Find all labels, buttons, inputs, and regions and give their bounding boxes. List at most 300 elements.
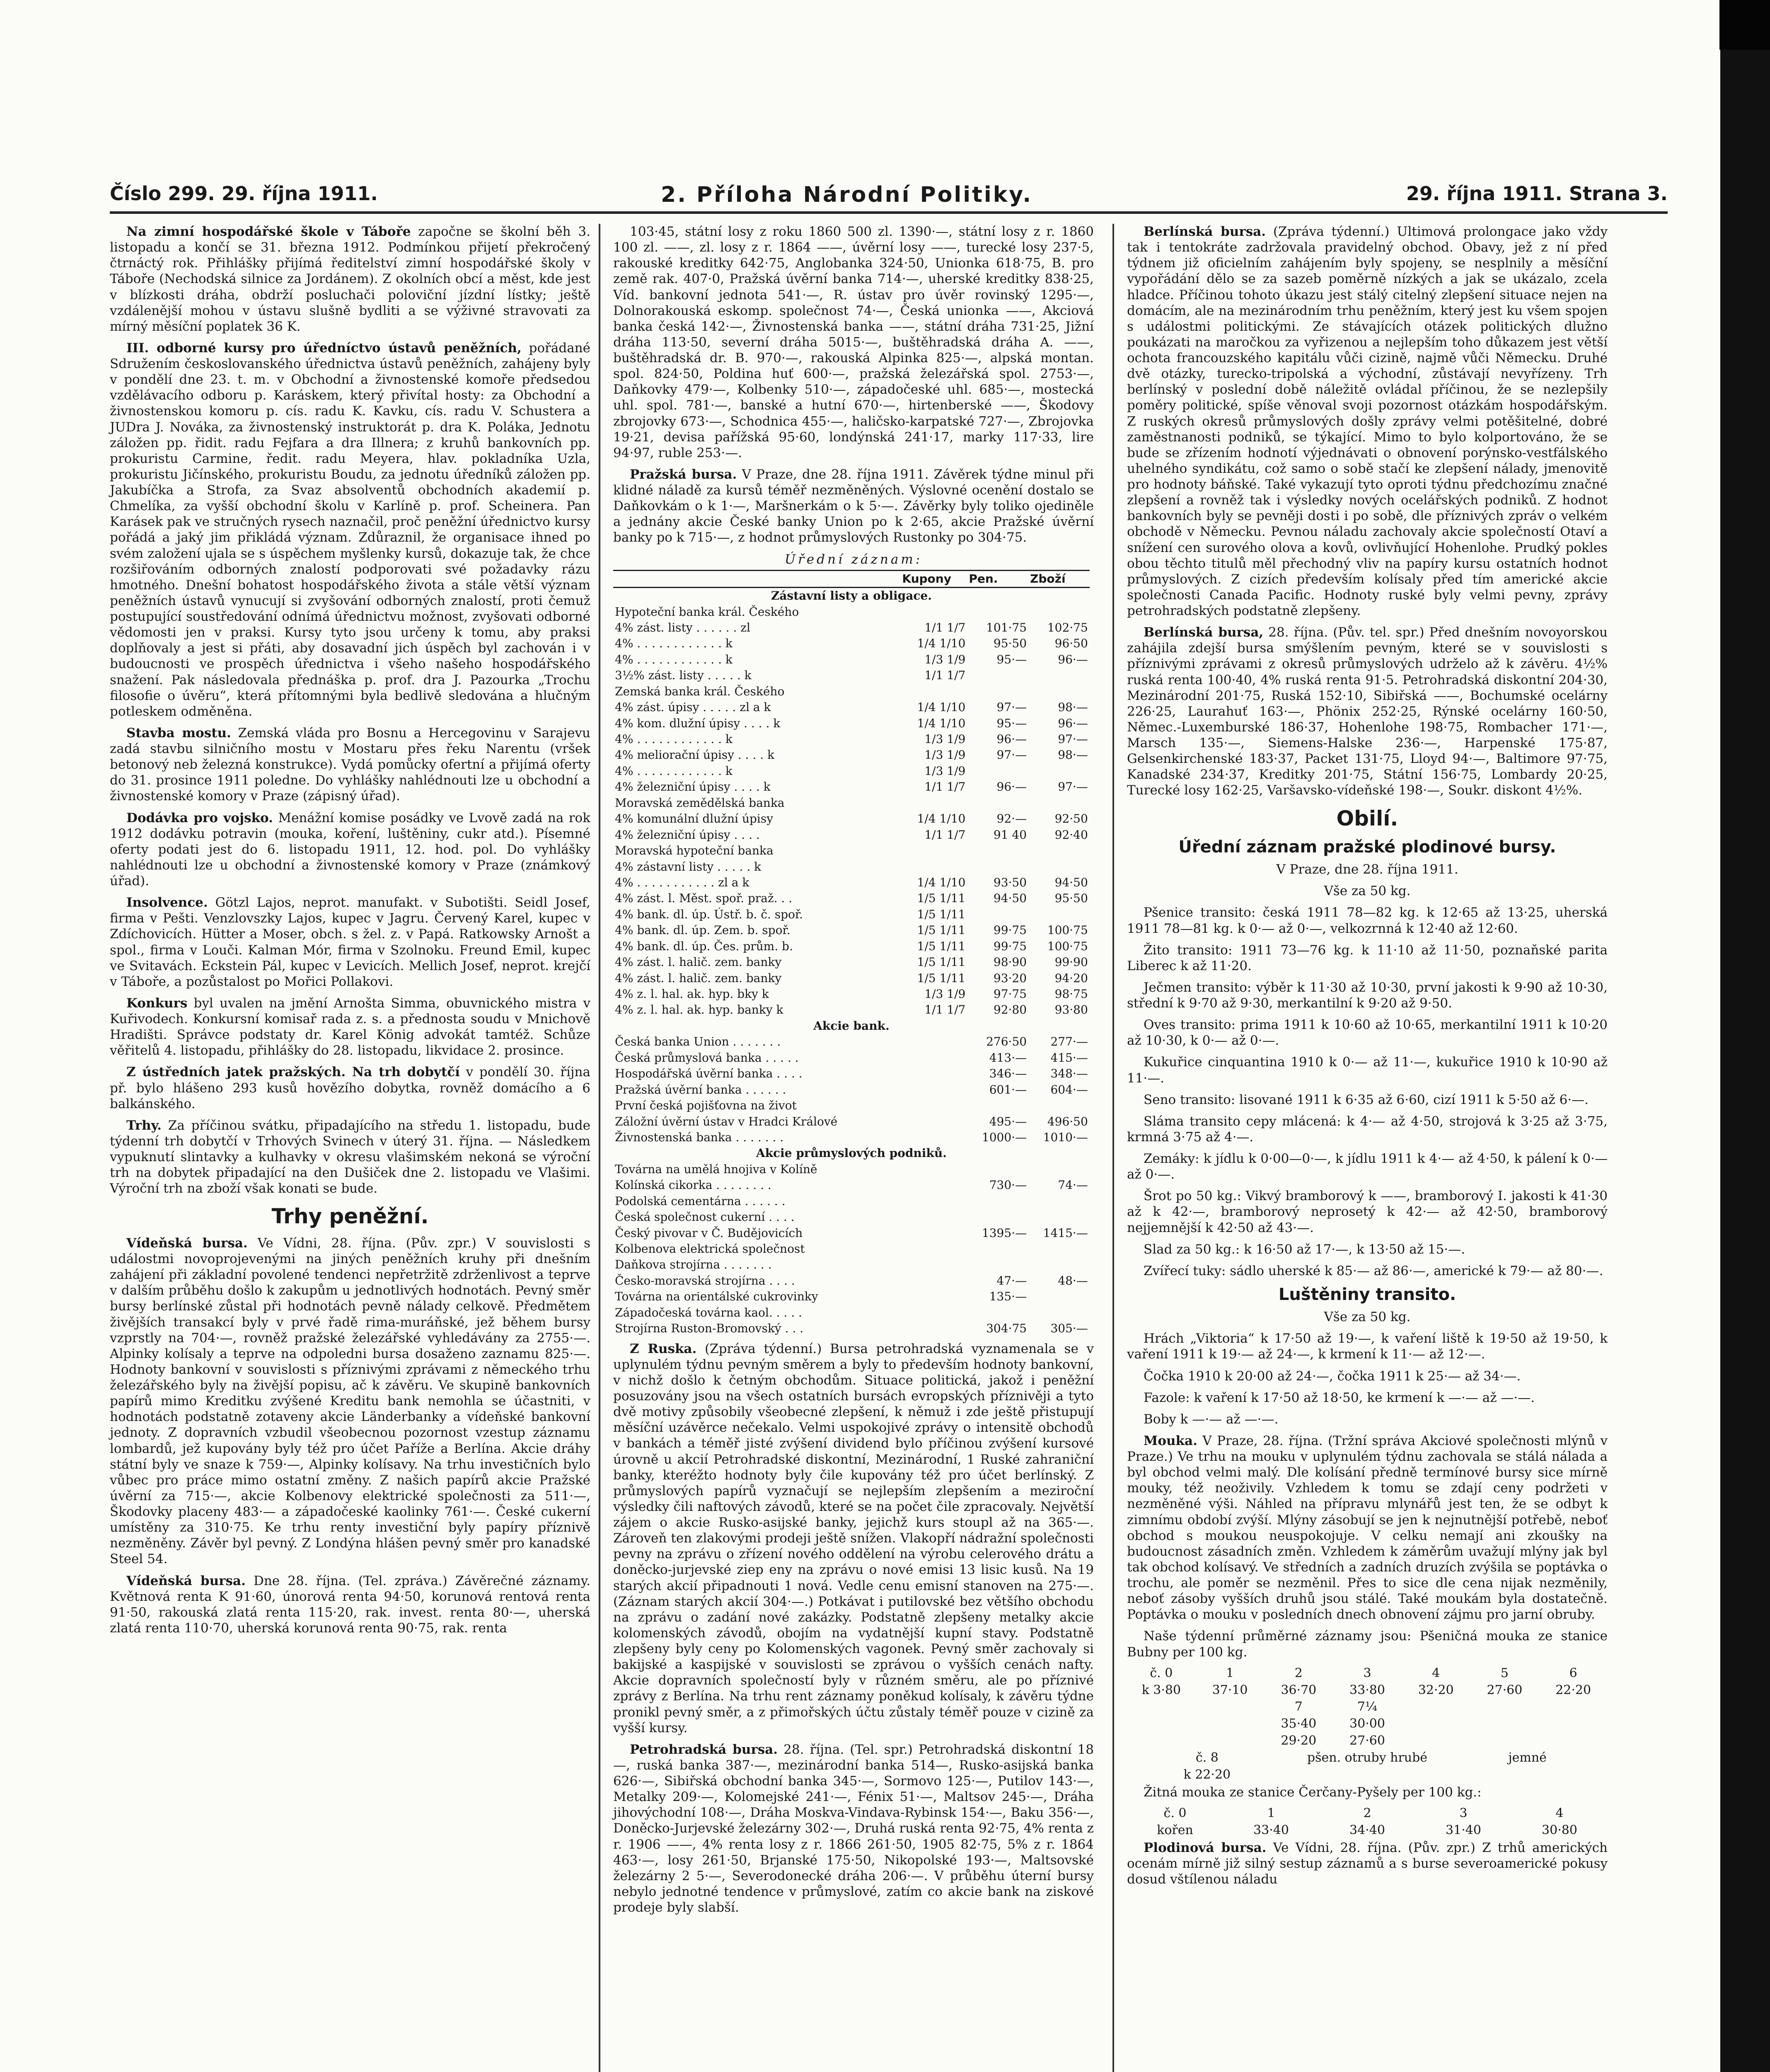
row-coupons — [900, 843, 967, 859]
price-grid-cell — [1287, 1767, 1448, 1783]
row-goods — [1028, 1241, 1090, 1257]
row-money: 47·— — [996, 1273, 1027, 1288]
row-money — [967, 1162, 1028, 1177]
grain-barley: Ječmen transito: výběr k 11·30 až 10·30, první jakosti k 9·90 až 10·30, střední k 9·70 až 9·30, merkantilní k 9·20 až 9·50. — [1127, 980, 1608, 1011]
article-vienna-bourse: Vídeňská bursa. Ve Vídni, 28. října. (Pův. zpr.) V souvislosti s událostmi novoprojevenými na jiných peněžních kruhy při dnešním zahájení při základní povolené tendenci nepřetržitě zdrženlivost a teprve v dalším průběhu došlo k zakupům u jednotlivých hodnotách. Pevný směr bursy berlínské zůstal při hodnotách pevně nálady celkově. Předmětem živějších transakcí byly v prvé řadě rima-muráňské, jež během bursy vzprstly na 704·—, rovněž pražské železářské vyhledávány za 2755·—. Alpinky kolísaly a teprve na odpoledni bursa dosaženo zaznamu 825·—. Hodnoty bankovní v souvislosti s příznivými zprávami z německého trhu železářského byly na živější popisu, ač k závěru. Ve skupině bankovních papírů mimo Kreditku zvýšené Kreditu bank nemohla se účastniti, v hodnotách podstatně zotaveny akcie Länderbanky a vídeňské bankovní jednoty. Z dopravních vzbudil všeobecnou pozornost vzestup záznamu lombardů, jež kupovány byly též pro účet Paříže a Berlína. Akcie dráhy státní byly ve snaze k 759·—, Alpinky kolísavy. Na trhu investičních bylo vůbec pro práce mimo ostatní změny. Z našich papírů akcie Pražské úvěrní za 715·—, akcie Kolbenovy elektrické společnosti za 511·—, Škodovky placeny 483·— a západočeské kaolinky 761·—. České cukerní umístěny za 310·75. Ke trhu renty investiční byly papíry příznivě nezměněny. Závěr byl pevný. Z Londýna hlášen pevný směr pro kanadské Steel 54. — [110, 1235, 590, 1567]
row-money: 98·90 — [993, 955, 1027, 969]
row-coupons — [900, 1066, 967, 1082]
row-label: Zemská banka král. Českého — [615, 684, 785, 698]
table-row — [613, 1321, 1094, 1336]
row-goods: 604·— — [1050, 1082, 1088, 1097]
row-goods: 1415·— — [1043, 1226, 1088, 1240]
bran-price-grid — [1127, 1750, 1608, 1783]
official-quotation-title: Úřední záznam: — [784, 552, 923, 567]
price-grid-cell: 30·00 — [1349, 1716, 1385, 1731]
row-coupons — [900, 1114, 967, 1130]
table-row — [613, 1162, 1094, 1177]
row-label: Kolínská cikorka . . . . . . . . — [615, 1178, 771, 1192]
price-grid-cell: 33·80 — [1349, 1682, 1385, 1697]
row-label: 4% zást. úpisy . . . . . zl a k — [615, 700, 771, 714]
price-grid-row — [1127, 1699, 1608, 1715]
row-money — [967, 763, 1028, 779]
price-grid-cell — [1539, 1699, 1608, 1715]
row-money — [967, 1257, 1028, 1273]
row-label: Továrna na umělá hnojiva v Kolíně — [615, 1162, 817, 1176]
price-grid-cell — [1402, 1716, 1470, 1732]
price-grid-cell: 6 — [1569, 1665, 1577, 1680]
row-extra — [1090, 1289, 1094, 1305]
row-money: 601·— — [989, 1082, 1027, 1097]
article-vienna-rates: 103·45, státní losy z roku 1860 500 zl. 1390·—, státní losy z r. 1860 100 zl. ——, zl. losy z r. 1864 ——, úvěrní losy ——, turecké losy 237·5, rakouské kreditky 642·75, Anglobanka 324·50, Unionka 618·75, B. pro země rak. 407·0, Pražská úvěrní banka 714·—, uherské kreditky 838·25, Víd. bankovní jednota 541·—, R. ústav pro úvěr rovinský 1295·—, Dolnorakouská eskomp. společnost 74·—, Česká unionka ——, Akciová banka česká 142·—, Živnostenská banka ——, státní dráha 731·25, Jižní dráha 113·50, severní dráha 5015·—, buštěhradská dráha A. ——, buštěhradská dr. B. 970·—, rakouská Alpinka 825·—, alpská montan. spol. 824·50, Poldina huť 600·—, pražská železářská spol. 2753·—, Daňkovky 479·—, Kolbenky 510·—, západočeské uhl. 685·—, mostecká uhl. spol. 781·—, banské a hutní 670·—, hirtenberské ——, Škodovy zbrojovky 673·—, Schodnica 455·—, haličsko-karpatské 727·—, Zbrojovka 19·21, devisa pařížská 95·60, londýnská 241·17, marky 117·33, lire 94·97, ruble 253·—. — [613, 224, 1094, 460]
issue-number-date: Číslo 299. 29. října 1911. — [110, 182, 378, 205]
table-row — [613, 795, 1094, 811]
price-grid-cell — [1447, 1767, 1608, 1783]
section-heading-cell: Akcie průmyslových podniků. — [756, 1146, 947, 1160]
price-grid-cell: 31·40 — [1446, 1823, 1481, 1837]
price-grid-cell: č. 0 — [1150, 1665, 1173, 1680]
article-prague-bourse: Pražská bursa. V Praze, dne 28. října 1911. Závěrek týdne minul při klidné náladě za kursů téměř nezměněných. Výslovné ocenění dostalo se Daňkovkám o k 1·—, Maršnerkám o k 5·—. Závěrky byly toliko ojediněle a jednány akcie České banky Union po k 2·65, akcie Pražské úvěrní banky po k 715·—, z hodnot průmyslových Rustonky po 304·75. — [613, 467, 1094, 545]
price-grid-cell: 32·20 — [1418, 1682, 1454, 1697]
table-row — [613, 843, 1094, 859]
article-produce-bourse: Plodinová bursa. Ve Vídni, 28. října. (Pův. zpr.) Z trhů amerických ocenám mírně již silný sestup záznamů a s burse severoamerické pokusy dosud vštílenou náladu — [1127, 1840, 1608, 1887]
row-goods — [1028, 763, 1090, 779]
row-money — [967, 1193, 1028, 1209]
price-grid-row — [1127, 1806, 1608, 1821]
table-row — [613, 954, 1094, 970]
row-coupons — [900, 604, 967, 620]
price-grid-cell: 7¼ — [1357, 1699, 1378, 1714]
price-grid-cell: 3 — [1363, 1665, 1371, 1680]
table-row — [613, 939, 1094, 954]
quotation-table — [613, 570, 1094, 1337]
row-coupons — [900, 1305, 967, 1321]
row-money: 97·— — [996, 700, 1027, 714]
row-money: 95·— — [996, 716, 1027, 730]
row-label: 4% . . . . . . . . . . . zl a k — [615, 875, 750, 889]
row-money — [967, 1305, 1028, 1321]
grain-corn: Kukuřice cinquantina 1910 k 0·— až 11·—, kukuřice 1910 k 10·90 až 11·—. — [1127, 1055, 1608, 1086]
row-label: Strojírna Ruston-Bromovský . . . — [615, 1322, 804, 1336]
row-money: 97·75 — [993, 987, 1027, 1001]
row-coupons — [900, 1082, 967, 1098]
legumes-beans: Fazole: k vaření k 17·50 až 18·50, ke krmení k —·— až —·—. — [1144, 1390, 1535, 1405]
row-goods: 94·20 — [1054, 971, 1088, 985]
grain-groats: Šrot po 50 kg.: Vikvý bramborový k ——, bramborový I. jakosti k 41·30 až k 42·—, bramborový neprosetý k 42·— až 42·50, bramborový nejjemnější k 42·50 až 43·—. — [1127, 1188, 1608, 1235]
price-grid-cell: kořen — [1157, 1823, 1193, 1837]
row-coupons — [900, 1130, 967, 1145]
grain-malt: Slad za 50 kg.: k 16·50 až 17·—, k 13·50 až 15·—. — [1144, 1242, 1465, 1257]
legumes-unit: Vše za 50 kg. — [1324, 1310, 1411, 1325]
row-coupons: 1/1 1/7 — [924, 620, 966, 634]
price-grid-cell — [1127, 1699, 1196, 1715]
row-money: 413·— — [989, 1051, 1027, 1065]
price-grid-cell — [1196, 1699, 1265, 1715]
row-label: 4% z. l. hal. ak. hyp. bky k — [615, 987, 769, 1001]
row-money: 96·— — [996, 780, 1027, 794]
row-coupons — [900, 1098, 967, 1113]
row-goods — [1028, 1209, 1090, 1225]
table-section-heading — [613, 588, 1094, 604]
row-coupons — [900, 684, 967, 700]
row-goods — [1028, 604, 1090, 620]
price-grid-cell — [1196, 1733, 1265, 1749]
row-money: 95·50 — [993, 637, 1027, 651]
row-money: 276·50 — [986, 1035, 1027, 1049]
row-money — [967, 668, 1028, 683]
price-grid-row — [1127, 1666, 1608, 1681]
row-coupons — [900, 1162, 967, 1177]
row-money — [967, 795, 1028, 811]
row-coupons: 1/4 1/10 — [917, 637, 966, 651]
row-label: 4% . . . . . . . . . . . . k — [615, 732, 733, 746]
article-russia: Z Ruska. (Zpráva týdenní.) Bursa petrohradská vyznamenala se v uplynulém týdnu pevným směrem a byly to především hodnoty bankovní, v nichž došlo k četným obchodům. Situace politická, jakož i peněžní posuzovány jsou na všech ostatních bursách evropských příznivěji a tyto dvě motivy způsobily všeobecné zlepšení, k němuž i zde ještě přistupují měsíční uzávěrce nečekalo. Velmi uspokojivé zprávy o intensitě obchodů v bankách a téměř jisté zvýšení dividend bylo příčinou zvýšení kursové úrovně u akcií Petrohradské diskontní, Mezinárodní, 1 Ruské zahraniční banky, kteréžto hodnoty byly čile kupovány též pro účet berlínský. Z průmyslových papírů vyznačují se nejlepším zlepšením a meziroční výsledky čili naftových závodů, které se na počet čile zpracovaly. Největší zájem o akcie Rusko-asijské banky, jejichž kurs stoupl až na 365·—. Zároveň ten zlakovými prodeji ještě snížen. Vlakopří nádražní společnosti pevny na zprávu o zřízení nového oddělení na výrobu celerového drátu a doněcko-jurjevské ziep eny na zprávu o nové emisi 13 lisic kusů. Na 19 starých akcií připadnouti 1 nová. Vedle cenu emisní stanoven na 275·—. (Záznam starých akcií 304·—.) Potkávat i putilovské bez většího obchodu na zprávu o zadání nové zakázky. Podstatně zlepšeny metalky akcie kolomenských závodů, obojím na vydatnější kupní stavy. Podstatně zlepšeny byly ceny po Kolomenských vagonek. Pevný směr zachovaly si bakijské a kaspijské v souvislosti se zprávou o vyšších cenách nafty. Akcie dopravních společností byly v různém směru, ale po příznivé zprávy z Berlína. Na trhu rent záznamy poněkud kolísaly, k závěru týdne pronikl pevný směr, a z přimořských účtu zůstaly téměř pouze v cizině za vyšší kursy. — [613, 1341, 1094, 1736]
price-grid-cell: 29·20 — [1281, 1733, 1317, 1748]
table-row — [613, 1082, 1094, 1098]
price-grid-cell: 5 — [1500, 1665, 1509, 1680]
row-goods: 98·— — [1058, 700, 1088, 714]
row-goods: 96·— — [1058, 652, 1088, 666]
row-label: 4% zást. l. Měst. spoř. praž. . . — [615, 891, 793, 905]
supplement-title: 2. Příloha Národní Politiky. — [661, 182, 1033, 207]
grain-oats: Oves transito: prima 1911 k 10·60 až 10·65, merkantilní 1911 k 10·20 až 10·30, k 0·— až 0·—. — [1127, 1017, 1608, 1048]
article-konkurs: Konkurs byl uvalen na jmění Arnošta Simma, obuvnického mistra v Kuřivodech. Konkursní komisař rada z. s. a přednosta soudu v Mnichově Hradišti. Správce podstaty dr. Karel König advokát tamtéž. Schůze věřitelů 4. listopadu, přihlášky do 28. listopadu, likvidace 2. prosince. — [110, 995, 590, 1058]
row-goods — [1028, 1193, 1090, 1209]
row-label: 4% . . . . . . . . . . . . k — [615, 652, 733, 666]
table-head-goods: Zboží — [1028, 570, 1090, 587]
price-grid-cell — [1470, 1699, 1539, 1715]
row-money — [967, 859, 1028, 875]
row-label: Kolbenova elektrická společnost — [615, 1242, 805, 1256]
row-coupons: 1/4 1/10 — [917, 700, 966, 714]
table-row — [613, 1034, 1094, 1050]
row-label: 4% bank. dl. úp. Ústř. b. č. spoř. — [615, 907, 803, 921]
row-goods — [1028, 907, 1090, 922]
price-grid-cell: pšen. otruby hrubé — [1307, 1750, 1428, 1765]
article-winter-school: Na zimní hospodářské škole v Táboře započne se školní běh 3. listopadu a končí se 31. března 1912. Podmínkou přijetí překročený čtrnáctý rok. Přihlášky přijímá ředitelství zimní hospodářské školy v Táboře (Nechodská silnice za Jordánem). Z okolních obcí a měst, kde jest v blízkosti dráha, obdrží posluchači poloviční jízdní lístky; ještě vzdálenější mohou v ústavu slušně bydliti a se výživné stravovati za mírný měsíční poplatek 36 K. — [110, 224, 590, 334]
page-edge-dark — [1720, 0, 1770, 2072]
price-grid-cell: č. 8 — [1195, 1750, 1219, 1765]
row-coupons: 1/1 1/7 — [924, 780, 966, 794]
table-body — [613, 588, 1094, 1337]
row-coupons — [900, 1257, 967, 1273]
row-coupons — [900, 859, 967, 875]
row-goods: 496·50 — [1047, 1114, 1088, 1128]
price-grid-cell: č. 0 — [1163, 1806, 1187, 1820]
row-goods: 97·— — [1058, 780, 1088, 794]
row-money — [967, 1241, 1028, 1257]
row-money: 730·— — [989, 1178, 1027, 1192]
header-rule — [110, 211, 1668, 214]
price-grid-row — [1127, 1683, 1608, 1698]
row-coupons: 1/3 1/9 — [924, 748, 966, 762]
row-label: Moravská zemědělská banka — [615, 796, 785, 810]
article-petersburg-bourse: Petrohradská bursa. 28. října. (Tel. spr.) Petrohradská diskontní 18—, ruská banka 387·—, mezinárodní banka 514—, Rusko-asijská banka 626·—, Sibiřská obchodní banka 345·—, Sormovo 125·—, Putilov 143·—, Metalky 209·—, Kolomejské 241·—, Fénix 51·—, Maltsov 245·—, Dráha jihovýchodní 108·—, Dráha Moskva-Vindava-Rybinsk 154·—, Baku 356·—, Doněcko-Jurjevské železárny 302·—, Druhá ruská renta 92·75, 4% renta z r. 1906 ——, 4% renta losy z r. 1866 261·50, 1905 82·75, 5% z r. 1864 463·—, losy 261·50, Brjanské 175·50, Nikopolské 193·—, Maltsovské železárny 2 5·—, Severodonecké dráha 206·—. V průběhu úterní bursy nebylo jednotné tendence v průmyslové, zatím co akcie bank na ziskové prodeje byly slabší. — [613, 1742, 1094, 1915]
row-coupons: 1/1 1/7 — [924, 828, 966, 842]
table-row — [613, 716, 1094, 731]
legumes-title: Luštěniny transito. — [1278, 1285, 1456, 1304]
article-markets: Trhy. Za příčinou svátku, připadajícího na středu 1. listopadu, bude týdenní trh dobytčí v Trhových Svinech v úterý 31. října. — Následkem vypuknutí slintavky a kulhavky v okresu vlašimském nekoná se výroční trh na dobytek připadající na den Dušiček dne 2. listopadu ve Vlašimi. Výroční trh na zboží však konati se bude. — [110, 1118, 590, 1196]
grain-hay: Seno transito: lisované 1911 k 6·35 až 6·60, cizí 1911 k 5·50 až 6·—. — [1144, 1092, 1589, 1107]
table-row — [613, 859, 1094, 875]
price-grid-cell: 36·70 — [1281, 1682, 1317, 1697]
row-goods — [1028, 668, 1090, 683]
legumes-lentils: Čočka 1910 k 20·00 až 24·—, čočka 1911 k 25·— až 34·—. — [1144, 1368, 1521, 1384]
row-goods: 93·80 — [1054, 1003, 1088, 1017]
row-goods — [1028, 1162, 1090, 1177]
table-row — [613, 1114, 1094, 1130]
row-money: 304·75 — [986, 1322, 1027, 1336]
row-goods: 98·75 — [1054, 987, 1088, 1001]
row-money — [967, 1098, 1028, 1113]
row-coupons — [900, 1241, 967, 1257]
row-coupons: 1/4 1/10 — [917, 716, 966, 730]
table-row — [613, 1050, 1094, 1066]
table-row — [613, 1130, 1094, 1145]
grain-potatoes: Zemáky: k jídlu k 0·00—0·—, k jídlu 1911 k 4·— až 4·50, k pálení k 0·— až 0·—. — [1127, 1151, 1608, 1182]
row-coupons: 1/5 1/11 — [917, 939, 966, 953]
row-money: 95·— — [996, 652, 1027, 666]
row-label: 4% meliorační úpisy . . . . k — [615, 748, 775, 762]
row-money — [967, 604, 1028, 620]
table-head-coupons: Kupony — [900, 570, 967, 587]
grain-subtitle: Úřední záznam pražské plodinové bursy. — [1178, 838, 1556, 857]
row-goods: 48·— — [1058, 1273, 1088, 1288]
price-grid-cell — [1127, 1716, 1196, 1732]
row-money — [967, 843, 1028, 859]
row-goods: 100·75 — [1047, 923, 1088, 937]
table-row — [613, 668, 1094, 683]
article-berlin-bourse: Berlínská bursa, 28. října. (Pův. tel. spr.) Před dnešním novoyorskou zahájila zdejší bursa smýšlením pevným, které se v souvislosti s příznivými zprávami z okresů průmyslových udrželo až k závěru. 4½% ruská renta 100·40, 4% ruská renta 91·5. Petrohradská diskontní 204·30, Mezinárodní 201·75, Ruská 152·10, Sibiřská ——, Bochumské ocelárny 226·25, Laurahuť 163·—, Phönix 252·25, Rýnské ocelárny 160·50, Němec.-Luxemburské 186·37, Hohenlohe 198·75, Rombacher 171·—, Marsch 135·—, Siemens-Halske 236·—, Harpenské 175·87, Gelsenkirchenské 183·37, Packet 131·75, Lloyd 94·—, Baltimore 97·75, Kanadské 234·37, Kreditky 201·75, Státní 156·75, Lombardy 20·25, Turecké losy 162·25, Varšavsko-vídeňské 198·—, Soukr. diskont 4½%. — [1127, 625, 1608, 798]
legumes-broad-beans: Boby k —·— až —·—. — [1144, 1411, 1279, 1427]
table-row — [613, 1066, 1094, 1082]
price-grid-cell: jemné — [1508, 1750, 1547, 1765]
row-goods — [1028, 859, 1090, 875]
price-grid-cell — [1402, 1699, 1470, 1715]
row-label: Záložní úvěrní ústav v Hradci Králové — [615, 1114, 838, 1128]
table-row — [613, 1241, 1094, 1257]
row-goods — [1028, 843, 1090, 859]
row-label: 4% komunální dlužní úpisy — [615, 812, 773, 826]
row-money: 346·— — [989, 1067, 1027, 1081]
table-row — [613, 604, 1094, 620]
row-label: Podolská cementárna . . . . . . — [615, 1194, 786, 1208]
price-grid-cell: 30·80 — [1542, 1823, 1577, 1837]
row-money: 92·80 — [993, 1003, 1027, 1017]
row-label: Živnostenská banka . . . . . . . — [615, 1130, 784, 1144]
row-label: 4% železniční úpisy . . . . — [615, 828, 760, 842]
row-coupons: 1/3 1/9 — [924, 652, 966, 666]
price-grid-cell: 4 — [1555, 1806, 1564, 1820]
legumes-peas: Hrách „Viktoria“ k 17·50 až 19·—, k vaření liště k 19·50 až 19·50, k vaření 1911 k 19·— až 24·—, k krmení k 11·— až 12·—. — [1127, 1331, 1608, 1362]
table-row — [613, 636, 1094, 651]
article-slaughterhouse: Z ústředních jatek pražských. Na trh dobytčí v pondělí 30. října př. bylo hlášeno 293 kusů hovězího dobytka, rovněž domácího a 6 balkánského. — [110, 1065, 590, 1111]
price-grid-cell: 34·40 — [1349, 1823, 1385, 1837]
row-coupons: 1/5 1/11 — [917, 971, 966, 985]
row-money: 1000·— — [982, 1130, 1027, 1144]
section-money-markets: Trhy peněžní. — [271, 1204, 429, 1229]
row-label: Hospodářská úvěrní banka . . . . — [615, 1067, 803, 1081]
table-row — [613, 684, 1094, 700]
row-coupons: 1/3 1/9 — [924, 987, 966, 1001]
table-row — [613, 971, 1094, 986]
article-vienna-bourse-close: Vídeňská bursa. Dne 28. října. (Tel. zpráva.) Závěrečné záznamy. Květnová renta K 91·60, únorová renta 94·50, korunová rentová renta 91·50, rakouská zlatá renta 115·20, rak. invest. renta 80·—, uherská zlatá renta 110·70, uherská korunová renta 90·75, rak. renta — [110, 1573, 590, 1636]
row-label: Česká banka Union . . . . . . . — [615, 1035, 781, 1049]
row-money: 495·— — [989, 1114, 1027, 1128]
table-row — [613, 1305, 1094, 1321]
row-coupons: 1/3 1/9 — [924, 764, 966, 778]
page-date-number: 29. října 1911. Strana 3. — [1406, 182, 1668, 205]
price-grid-cell — [1402, 1733, 1470, 1749]
section-grain: Obilí. — [1336, 806, 1398, 830]
row-coupons — [900, 1289, 967, 1305]
row-coupons: 1/5 1/11 — [917, 907, 966, 921]
table-row — [613, 1289, 1094, 1305]
price-grid-cell: 3 — [1459, 1806, 1468, 1820]
article-bank-courses: III. odborné kursy pro úředníctvo ústavů peněžních, pořádané Sdružením českoslovanského úřednictva ústavů peněžních, zahájeny byly v pondělí dne 23. t. m. v Obchodní a živnostenské komoře předsedou vzdělávacího odboru p. Karáskem, který přivítal hosty: za Obchodní a živnostenskou komoru p. cís. radu K. Kavku, cís. radu V. Schustera a JUDra J. Nováka, za živnostenský instruktorát p. dra K. Poláka, Jednotu záložen pp. řidit. radu Fejfara a dra Illnera; z kruhů bankovních pp. prokuristu Carmine, ředit. radu Meyera, hlav. pokladníka Uzla, prokuristu Jičínského, prokuristu Boudu, za jednotu úředníků záložen pp. Jakubíčka a Strofa, za Svaz absolventů obchodních akademií p. Chmelíka, za vyšší obchodní školu v Karlíně p. prof. Scheinera. Pan Karásek pak ve stručných rysech naznačil, proč peněžní úřednictvo kursy pořádá a jaký jim přikládá význam. Zdůraznil, že organisace ihned po svém založení ujala se s úspěchem myšlenky kursů, dokazuje tak, že chce rozšiřováním odborných znalostí podporovati své požadavky rázu hmotného. Dnešní bohatost hospodářského života a stále větší význam peněžních ústavů vynucují si zvyšování odborných znalostí, proti čemuž postupující soustředování odnímá úřednictvu možnost, zvyšovati odborné vědomosti jen v praksi. Kursy tyto jsou určeny k tomu, aby praksi doplňovaly a jest si přáti, aby dosavadní jich úspěch byl zachován i v budoucnosti ve prospěch úřednictva i všeho našeho hospodářského snažení. Pak následovala přednáška p. prof. dra J. Pazourka „Trochu filosofie o úvěru“, která přítomnými byla bedlivě sledována a hlučným potleskem odměněna. — [110, 340, 590, 719]
page-corner-dark — [1719, 0, 1770, 50]
row-goods — [1028, 1305, 1090, 1321]
table-row — [613, 922, 1094, 938]
price-grid-row — [1127, 1733, 1608, 1749]
column-divider-1 — [599, 224, 600, 2072]
row-label: První česká pojišťovna na život — [615, 1099, 797, 1113]
price-grid-cell — [1470, 1716, 1539, 1732]
row-goods: 92·50 — [1054, 812, 1088, 826]
price-grid-cell — [1196, 1716, 1265, 1732]
row-goods: 94·50 — [1054, 875, 1088, 889]
row-label: 4% bank. dl. úp. Zem. b. spoř. — [615, 923, 791, 937]
table-row — [613, 1225, 1094, 1241]
price-grid-cell — [1539, 1716, 1608, 1732]
table-row — [613, 747, 1094, 763]
row-coupons: 1/1 1/7 — [924, 668, 966, 683]
row-goods: 305·— — [1050, 1322, 1088, 1336]
row-label: 4% zást. listy . . . . . . zl — [615, 620, 750, 634]
row-money: 93·50 — [993, 875, 1027, 889]
table-row — [613, 652, 1094, 668]
article-flour: Mouka. V Praze, 28. října. (Tržní správa Akciové společnosti mlýnů v Praze.) Ve trhu na mouku v uplynulém týdnu zachovala se stálá nálada a byl obchod velmi malý. Dle kolísání předně termínové bursy sice mírně mouky, též neoživily. Vzhledem k tomu se zdají ceny podržeti v nezměněné výši. Náhled na přípravu mlynářů jest ten, že se odbyt k zimnímu období zvýší. Mlýny zásobují se jen k nejnutnější potřebě, neboť obchod s moukou neuspokojuje. V celku nemají ani zkoušky na budoucnost zásadních změn. Vzhledem k záměrům uvažují mlýny jak byl tak obchod kolísavý. Ve středních a zadních druzích zvýšila se poptávka o trochu, ale poměr se nezměnil. Přes to sice dle cena nijak nezměnily, neboť zásoby vyšších druhů jsou stálé. Také moukám byla dostatečně. Poptávka o mouku v posledních dnech obnovení zájmu pro jarní obruby. — [1127, 1433, 1608, 1622]
row-coupons — [900, 795, 967, 811]
row-coupons — [900, 1193, 967, 1209]
row-coupons: 1/5 1/11 — [917, 923, 966, 937]
row-money: 101·75 — [986, 620, 1027, 634]
row-goods: 415·— — [1050, 1051, 1088, 1065]
row-label: 4% . . . . . . . . . . . . k — [615, 764, 733, 778]
table-row — [613, 779, 1094, 795]
row-coupons — [900, 1209, 967, 1225]
row-label: 4% zást. l. halič. zem. banky — [615, 971, 782, 985]
price-grid-row — [1127, 1823, 1608, 1838]
row-label: Moravská hypoteční banka — [615, 844, 774, 858]
row-label: 4% železniční úpisy . . . . k — [615, 780, 771, 794]
table-row — [613, 907, 1094, 922]
row-goods — [1028, 684, 1090, 700]
price-grid-cell: 7 — [1294, 1699, 1303, 1714]
row-goods: 1010·— — [1043, 1130, 1088, 1144]
row-money: 96·— — [996, 732, 1027, 746]
price-grid-cell: 27·60 — [1349, 1733, 1385, 1748]
row-money: 1395·— — [982, 1226, 1027, 1240]
price-grid-cell: 37·10 — [1212, 1682, 1248, 1697]
grain-straw: Sláma transito cepy mlácená: k 4·— až 4·50, strojová k 3·25 až 3·75, krmná 3·75 až 4·—. — [1127, 1113, 1608, 1145]
row-label: 3½% zást. listy . . . . . k — [615, 668, 752, 683]
price-grid-cell: 35·40 — [1281, 1716, 1317, 1731]
price-grid-row — [1127, 1716, 1608, 1732]
row-goods: 96·50 — [1054, 637, 1088, 651]
table-section-heading — [613, 1018, 1094, 1034]
article-army-supply: Dodávka pro vojsko. Menážní komise posádky ve Lvově zadá na rok 1912 dodávku potravin (mouka, koření, luštěniny, cukr atd.). Písemné oferty podati jest do 6. listopadu 1911, 12. hod. pol. Do vyhlášky nahlédnouti lze u obchodní a živnostenské komory v Praze (známkový úřad). — [110, 810, 590, 888]
flour-weekly-intro: Naše týdenní průměrné záznamy jsou: Pšeničná mouka ze stanice Bubny per 100 kg. — [1127, 1629, 1608, 1660]
table-section-heading — [613, 1145, 1094, 1161]
row-label: Český pivovar v Č. Budějovicích — [615, 1226, 803, 1240]
grain-wheat: Pšenice transito: česká 1911 78—82 kg. k 12·65 až 13·25, uherská 1911 78—81 kg. k 0·— až 0·—, velkozrnná k 12·40 až 12·60. — [1127, 905, 1608, 936]
row-goods: 98·— — [1058, 748, 1088, 762]
row-coupons — [900, 1177, 967, 1193]
table-row — [613, 731, 1094, 747]
row-money — [967, 907, 1028, 922]
table-row — [613, 827, 1094, 843]
row-coupons — [900, 1050, 967, 1066]
table-row — [613, 1177, 1094, 1193]
row-coupons — [900, 1034, 967, 1050]
article-berlin-weekly: Berlínská bursa. (Zpráva týdenní.) Ultimová prolongace jako vždy tak i tentokráte zadržovala pravidelný obchod. Obavy, jež z ní před týdnem již oficielním zahájením byly spojeny, se nesplnily a měsíční vypořádání dělo se za sazeb poměrně nízkých a jak se ukázalo, zcela hladce. Příčinou tohoto úkazu jest stálý citelný zlepšení situace nejen na domácím, ale na mezinárodním trhu peněžním, který jest ku všem spojen s událostmi politickými. Ze stávajících otázek politických dlužno poukázati na maročkou za vyřizenou a nejlepším toho důkazem jest větší ochota francouzského kapitálu vůči cizině, najmě vůči Německu. Druhé dvě otázky, turecko-tripolská a východní, zůstávají nevyřízeny. Trh berlínský v poslední době náležitě ovládal příčinou, že se nezlepšily poměry politické, spíše věnoval svoji pozornost otázkám hospodářským. Z ruských okresů průmyslových došly zprávy velmi potěšitelné, dobré zaměstnanosti podniků, se týkající. Mimo to bylo kolportováno, že se bude se zřízením hodnotí výjednávati o obnovení porýnsko-vestfálského uhelného syndikátu, což samo o sobě stačí ke zlepšení nálady, jmenovitě pro hodnoty báňské. Také vykazují tyto oproti týdnu předchozímu značné zlepšení a rovněž tak i výsledky nových ocelářských podniků. Z hodnot bankovních byly se pevněji dosti i po sobě, dle příznivých zpráv o velkém obchodě v Německu. Pevnou náladu zachovaly akcie společností Otaví a snížení cen surového olova a kovů, ovlivňující Hohenlohe. Prudký pokles obou těchto titulů měl přechodný vliv na papíry kursu ostatních hodnot průmyslových. Z cizích především kolísaly před tím americké akcie společnosti Canada Pacific. Hodnoty ruské byly velmi pevny, zprávy petrohradských podstatně zlepšeny. — [1127, 224, 1608, 618]
row-goods — [1028, 795, 1090, 811]
flour-price-grid — [1127, 1666, 1608, 1749]
column-3 — [1127, 224, 1608, 1893]
row-money: 91 40 — [993, 828, 1027, 842]
row-label: Česká průmyslová banka . . . . . — [615, 1051, 799, 1065]
table-row — [613, 1002, 1094, 1018]
row-label: 4% bank. dl. úp. Čes. prům. b. — [615, 939, 793, 953]
row-coupons — [900, 1225, 967, 1241]
row-money — [967, 1209, 1028, 1225]
table-row — [613, 700, 1094, 715]
row-money: 99·75 — [993, 939, 1027, 953]
price-grid-cell: k 22·20 — [1183, 1767, 1231, 1782]
article-insolvence: Insolvence. Götzl Lajos, neprot. manufakt. v Subotišti. Seidl Josef, firma v Pešti. Venzlovszky Lajos, kupec v Jagru. Červený Karel, kupec v Zdíchovicích. Hütter a Moser, obch. s žel. z. v Papá. Ratkowsky Arnošt a spol., firma v Louči. Kalman Mór, firma v Szolnoku. Freund Emil, kupec ve Svitavách. Eckstein Pál, kupec v Levicích. Mellich Josef, neprot. krejčí v Táboře, a pozůstalost po Mořici Pollakovi. — [110, 895, 590, 989]
grain-unit: Vše za 50 kg. — [1324, 884, 1411, 899]
grain-fats: Zvířecí tuky: sádlo uherské k 85·— až 86·—, americké k 79·— až 80·—. — [1144, 1263, 1603, 1278]
row-money: 92·— — [996, 812, 1027, 826]
row-label: Továrna na orientálské cukrovinky — [615, 1290, 818, 1304]
table-row — [613, 763, 1094, 779]
table-row — [613, 891, 1094, 906]
row-label: 4% kom. dlužní úpisy . . . . k — [615, 716, 781, 730]
row-money — [967, 684, 1028, 700]
price-grid-cell: k 3·80 — [1141, 1682, 1181, 1697]
row-coupons: 1/5 1/11 — [917, 955, 966, 969]
price-grid-cell: 33·40 — [1253, 1823, 1289, 1837]
grain-date: V Praze, dne 28. října 1911. — [1276, 862, 1458, 877]
row-goods — [1028, 1289, 1090, 1305]
table-row — [613, 875, 1094, 891]
column-1 — [110, 224, 590, 1642]
row-label: 4% . . . . . . . . . . . . k — [615, 637, 733, 651]
row-label: Česká společnost cukerní . . . . — [615, 1210, 795, 1224]
price-grid-cell: 27·60 — [1487, 1682, 1523, 1697]
row-label: Česko-moravská strojírna . . . . — [615, 1273, 795, 1288]
row-coupons: 1/5 1/11 — [917, 891, 966, 905]
table-row — [613, 1193, 1094, 1209]
price-grid-cell: 1 — [1226, 1665, 1234, 1680]
table-row — [613, 1257, 1094, 1273]
row-label: 4% zást. l. halič. zem. banky — [615, 955, 782, 969]
row-goods: 96·— — [1058, 716, 1088, 730]
table-row — [613, 811, 1094, 827]
row-label: 4% zástavní listy . . . . . k — [615, 859, 762, 874]
price-grid-cell: 22·20 — [1555, 1682, 1591, 1697]
section-heading-cell: Akcie bank. — [813, 1019, 890, 1033]
